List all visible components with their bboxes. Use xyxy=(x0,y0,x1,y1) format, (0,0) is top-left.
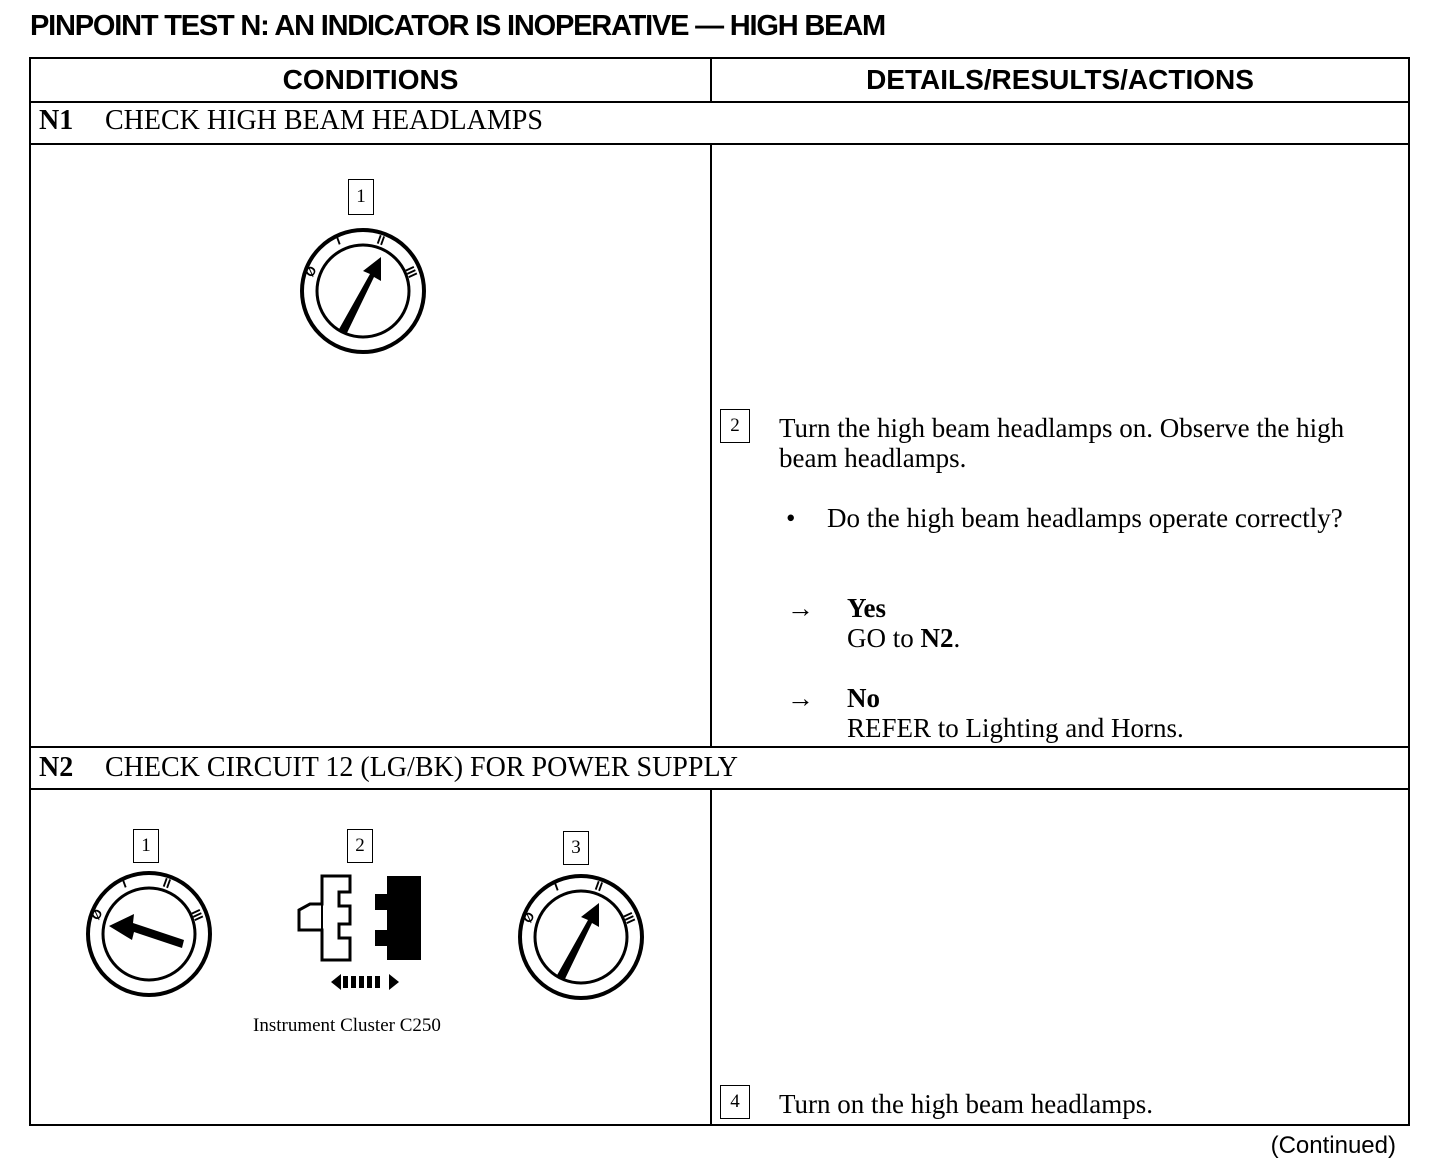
column-divider xyxy=(710,788,712,1124)
ignition-label: Ø xyxy=(301,263,320,280)
step-header-n1 xyxy=(39,101,543,141)
step-number-box: 1 xyxy=(133,829,159,863)
step-number-box: 4 xyxy=(720,1085,750,1119)
ignition-switch-off-icon xyxy=(84,874,214,1004)
step-number-box: 3 xyxy=(563,831,589,865)
ignition-label: II xyxy=(374,231,387,249)
action-text: GO to xyxy=(847,623,921,653)
step-title: CHECK HIGH BEAM HEADLAMPS xyxy=(105,105,543,136)
divider xyxy=(31,788,1408,790)
column-header-details: DETAILS/RESULTS/ACTIONS xyxy=(866,64,1254,95)
ignition-label: III xyxy=(188,906,207,924)
ignition-label: I xyxy=(333,232,343,248)
column-header-conditions: CONDITIONS xyxy=(282,64,459,95)
ignition-switch-run-icon xyxy=(298,231,428,361)
arrow-icon: → xyxy=(787,683,814,713)
ignition-label: Ø xyxy=(519,909,538,926)
ignition-label: III xyxy=(402,263,421,281)
step-title: CHECK CIRCUIT 12 (LG/BK) FOR POWER SUPPLY xyxy=(105,752,738,783)
ignition-label: II xyxy=(160,874,173,892)
ignition-label: II xyxy=(592,877,605,895)
ignition-switch-run-icon xyxy=(516,877,646,1007)
ignition-label: I xyxy=(551,878,561,894)
result-action-yes xyxy=(847,623,960,653)
ignition-label: III xyxy=(620,909,639,927)
step-number-box: 2 xyxy=(720,409,750,443)
action-end: . xyxy=(953,623,961,653)
result-action-no: REFER to Lighting and Horns. xyxy=(847,713,1184,743)
step-number-box: 1 xyxy=(348,179,374,215)
connector-disconnect-icon xyxy=(295,874,425,999)
pinpoint-table xyxy=(29,57,1410,1126)
step-id: N2 xyxy=(39,752,74,783)
column-divider xyxy=(710,143,712,746)
ignition-label: I xyxy=(119,875,129,891)
result-answer-no: No xyxy=(847,683,880,713)
arrow-icon: → xyxy=(787,593,814,623)
bullet: • xyxy=(786,503,796,533)
instruction-text: Turn the high beam headlamps on. Observe the high beam headlamps. xyxy=(779,413,1345,473)
step-header-n2 xyxy=(39,748,738,788)
divider xyxy=(31,143,1408,145)
column-divider xyxy=(710,59,712,101)
step-id: N1 xyxy=(39,105,74,136)
page-title: PINPOINT TEST N: AN INDICATOR IS INOPERATIVE — HIGH BEAM xyxy=(30,10,885,42)
connector-caption: Instrument Cluster C250 xyxy=(253,1015,441,1036)
action-ref: N2 xyxy=(920,623,954,653)
ignition-label: Ø xyxy=(87,906,106,923)
continued-label: (Continued) xyxy=(1270,1132,1396,1159)
question-text: Do the high beam headlamps operate correctly? xyxy=(827,503,1343,533)
step-number-box: 2 xyxy=(347,829,373,863)
instruction-text: Turn on the high beam headlamps. xyxy=(779,1089,1153,1119)
result-answer-yes: Yes xyxy=(847,593,886,623)
